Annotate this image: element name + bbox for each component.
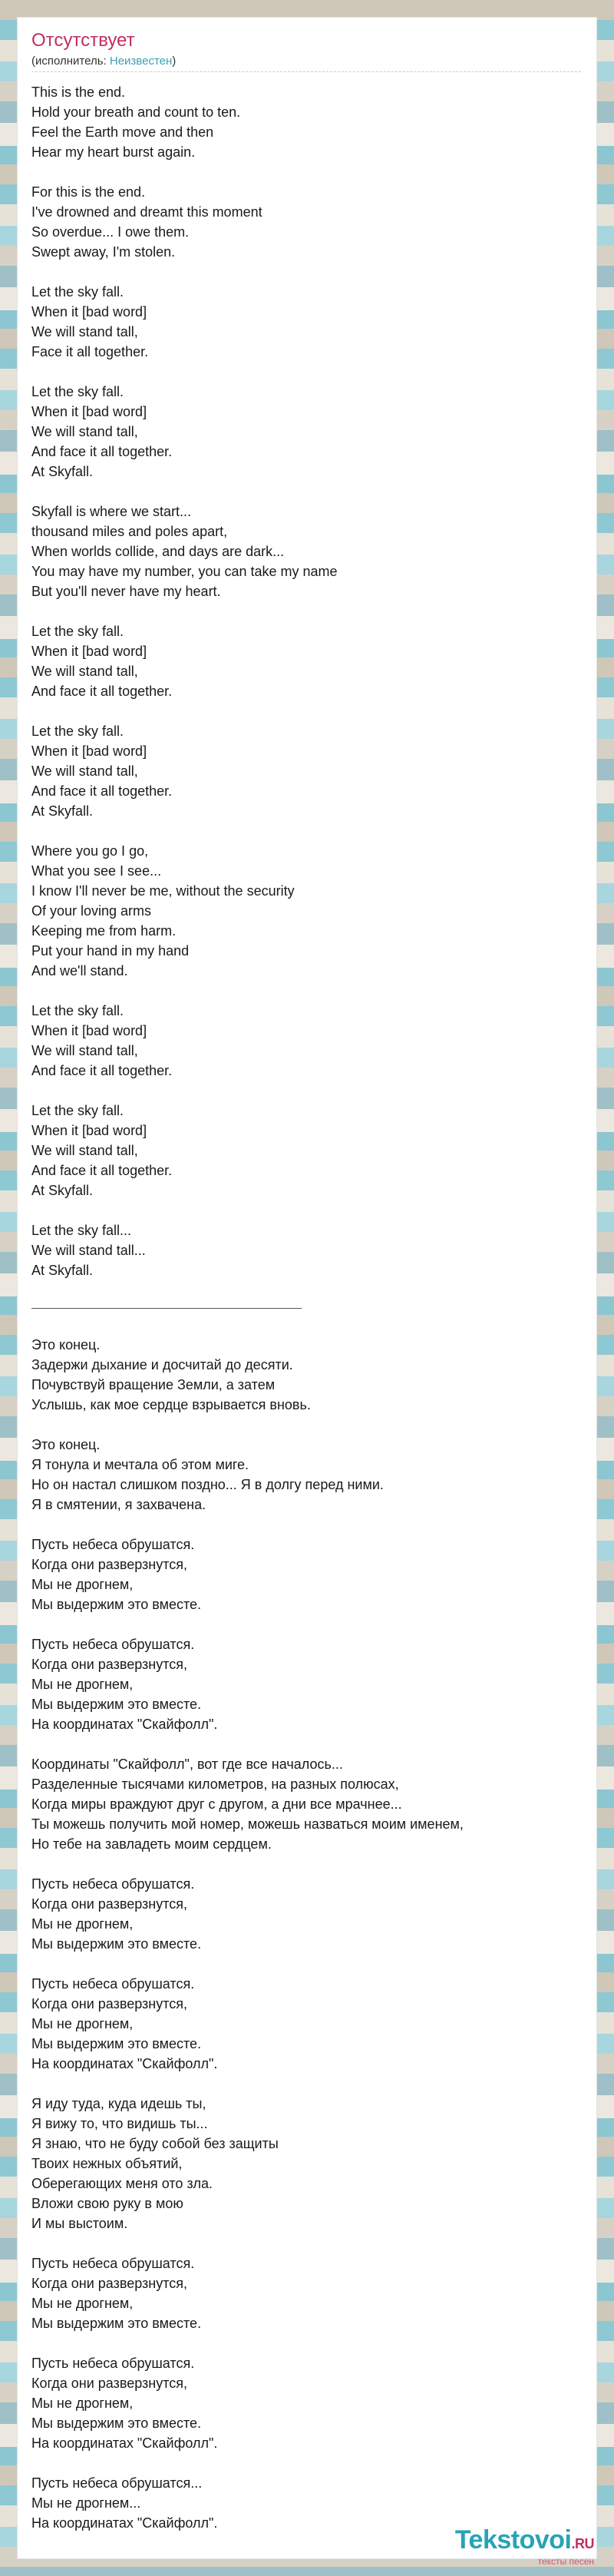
lyric-line: We will stand tall... — [31, 1243, 146, 1258]
stanza — [31, 2253, 584, 2333]
lyrics-text — [31, 82, 584, 2553]
site-logo[interactable] — [455, 2526, 594, 2567]
lyric-line: We will stand tall, — [31, 324, 138, 339]
lyric-line: Мы не дрогнем, — [31, 1677, 134, 1692]
lyric-line: We will stand tall, — [31, 424, 138, 439]
lyric-line: Когда они разверзнутся, — [31, 1896, 188, 1912]
lyric-line: Let the sky fall. — [31, 284, 124, 300]
lyric-line: thousand miles and poles apart, — [31, 524, 228, 539]
lyric-line: Мы выдержим это вместе. — [31, 2415, 202, 2431]
lyric-line: Пусть небеса обрушатся. — [31, 1876, 195, 1892]
lyric-line: You may have my number, you can take my name — [31, 564, 338, 579]
lyric-line: На координатах "Скайфолл". — [31, 2515, 218, 2531]
lyric-line: We will stand tall, — [31, 1143, 138, 1158]
lyric-line: Мы не дрогнем, — [31, 1916, 134, 1932]
stanza — [31, 1874, 584, 1954]
lyrics-original — [31, 82, 584, 1280]
lyric-line: Пусть небеса обрушатся. — [31, 2356, 195, 2371]
stanza — [31, 1974, 584, 2074]
lyric-line: Пусть небеса обрушатся... — [31, 2475, 203, 2491]
lyric-line: Когда они разверзнутся, — [31, 2376, 188, 2391]
stanza — [31, 1754, 584, 1854]
lyric-line: Координаты "Скайфолл", вот где все началось... — [31, 1757, 343, 1772]
lyric-line: Ты можешь получить мой номер, можешь назваться моим именем, — [31, 1816, 464, 1832]
lyric-line: Where you go I go, — [31, 843, 149, 859]
stanza — [31, 2353, 584, 2453]
lyric-line: At Skyfall. — [31, 803, 94, 819]
lyric-line: So overdue... I owe them. — [31, 224, 190, 240]
lyric-line: Когда они разверзнутся, — [31, 1996, 188, 2011]
stanza — [31, 1634, 584, 1734]
lyric-line: Keeping me from harm. — [31, 923, 177, 939]
stanza — [31, 182, 584, 262]
stanza — [31, 721, 584, 821]
lyric-line: Но тебе на завладеть моим сердцем. — [31, 1836, 272, 1852]
lyric-line: Мы выдержим это вместе. — [31, 2036, 202, 2051]
stanza — [31, 1220, 584, 1280]
lyric-line: We will stand tall, — [31, 1043, 138, 1058]
lyric-line: Hold your breath and count to ten. — [31, 104, 241, 120]
lyric-line: We will stand tall, — [31, 763, 138, 779]
lyric-line: Я иду туда, куда идешь ты, — [31, 2096, 206, 2111]
stanza — [31, 1335, 584, 1415]
stanza — [31, 1435, 584, 1515]
stanza — [31, 841, 584, 981]
lyric-line: Feel the Earth move and then — [31, 124, 214, 140]
stanza — [31, 502, 584, 601]
lyric-line: Когда они разверзнутся, — [31, 2276, 188, 2291]
artist-line — [31, 55, 176, 68]
lyric-line: Разделенные тысячами километров, на разных полюсах, — [31, 1776, 399, 1792]
lyric-line: Но он настал слишком поздно... Я в долгу перед ними. — [31, 1477, 384, 1492]
lyric-line: And face it all together. — [31, 684, 173, 699]
lyric-line: Когда миры враждуют друг с другом, а дни все мрачнее... — [31, 1796, 402, 1812]
lyric-line: At Skyfall. — [31, 1183, 94, 1198]
lyrics-translation — [31, 1335, 584, 2533]
lyric-line: Я вижу то, что видишь ты... — [31, 2116, 208, 2131]
lyric-line: Задержи дыхание и досчитай до десяти. — [31, 1357, 293, 1372]
lyric-line: For this is the end. — [31, 184, 146, 200]
lyric-line: When it [bad word] — [31, 644, 147, 659]
lyric-line: Когда они разверзнутся, — [31, 1657, 188, 1672]
lyric-line: Услышь, как мое сердце взрывается вновь. — [31, 1397, 311, 1412]
lyric-line: Мы не дрогнем, — [31, 1577, 134, 1592]
lyric-line: Почувствуй вращение Земли, а затем — [31, 1377, 276, 1392]
logo-tagline: тексты песен — [537, 2556, 594, 2567]
logo-tld: .RU — [571, 2536, 594, 2551]
lyric-line: Let the sky fall. — [31, 1003, 124, 1018]
stanza — [31, 1001, 584, 1081]
lyric-line: Мы не дрогнем, — [31, 2016, 134, 2031]
lyric-line: Твоих нежных объятий, — [31, 2156, 183, 2171]
lyric-line: Пусть небеса обрушатся. — [31, 1637, 195, 1652]
lyric-line: Мы не дрогнем, — [31, 2396, 134, 2411]
lyric-line: This is the end. — [31, 84, 126, 100]
stanza — [31, 82, 584, 162]
lyric-line: Мы выдержим это вместе. — [31, 1697, 202, 1712]
stanza — [31, 621, 584, 701]
lyric-line: Я в смятении, я захвачена. — [31, 1497, 206, 1512]
stanza — [31, 2473, 584, 2533]
lyric-line: And face it all together. — [31, 1163, 173, 1178]
lyric-line: I know I'll never be me, without the security — [31, 883, 295, 899]
lyric-line: Я тонула и мечтала об этом миге. — [31, 1457, 249, 1472]
lyric-line: When it [bad word] — [31, 1123, 147, 1138]
lyrics-card — [17, 17, 597, 2559]
lyric-line: When it [bad word] — [31, 304, 147, 320]
lyric-line: Мы не дрогнем... — [31, 2495, 141, 2511]
lyric-line: Let the sky fall. — [31, 624, 124, 639]
logo-wordmark — [455, 2526, 594, 2558]
lyric-line: Мы выдержим это вместе. — [31, 1597, 202, 1612]
stanza — [31, 1535, 584, 1614]
lyric-line: Это конец. — [31, 1437, 101, 1452]
lyric-line: На координатах "Скайфолл". — [31, 1717, 218, 1732]
stanza — [31, 382, 584, 482]
lyric-line: When it [bad word] — [31, 743, 147, 759]
lyric-line: When worlds collide, and days are dark... — [31, 544, 285, 559]
lyric-line: But you'll never have my heart. — [31, 584, 221, 599]
lyric-line: At Skyfall. — [31, 464, 94, 479]
lyric-line: We will stand tall, — [31, 664, 138, 679]
lyric-line: Мы выдержим это вместе. — [31, 1936, 202, 1952]
lyric-line: Let the sky fall... — [31, 1223, 132, 1238]
lyric-line: When it [bad word] — [31, 1023, 147, 1038]
lyric-line: На координатах "Скайфолл". — [31, 2056, 218, 2071]
lyric-line: Swept away, I'm stolen. — [31, 244, 176, 260]
lyric-line: Put your hand in my hand — [31, 943, 190, 959]
lyric-line: Я знаю, что не буду собой без защиты — [31, 2136, 279, 2151]
lyric-line: And face it all together. — [31, 444, 173, 459]
lyric-line: Это конец. — [31, 1337, 101, 1353]
stanza — [31, 1101, 584, 1200]
lyric-line: And face it all together. — [31, 783, 173, 799]
artist-link[interactable]: Неизвестен — [109, 55, 173, 68]
song-title: Отсутствует — [31, 30, 135, 51]
lyric-line: И мы выстоим. — [31, 2216, 128, 2231]
lyric-line: Skyfall is where we start... — [31, 504, 192, 519]
lyric-line: Пусть небеса обрушатся. — [31, 1537, 195, 1552]
lyric-line: Of your loving arms — [31, 903, 152, 919]
lyric-line: Мы не дрогнем, — [31, 2296, 134, 2311]
lyric-line: What you see I see... — [31, 863, 162, 879]
stanza — [31, 2094, 584, 2233]
lyric-line: Let the sky fall. — [31, 384, 124, 399]
lyric-line: Пусть небеса обрушатся. — [31, 2256, 195, 2271]
artist-suffix: ) — [172, 55, 177, 68]
lyric-line: And face it all together. — [31, 1063, 173, 1078]
stanza — [31, 282, 584, 362]
logo-name: Tekstovoi — [454, 2525, 572, 2554]
lyric-line: Когда они разверзнутся, — [31, 1557, 188, 1572]
lyric-line: Вложи свою руку в мою — [31, 2196, 183, 2211]
lyric-line: When it [bad word] — [31, 404, 147, 419]
lyric-line: Hear my heart burst again. — [31, 144, 196, 160]
header-divider — [31, 71, 581, 72]
lyric-line: At Skyfall. — [31, 1263, 94, 1278]
lyric-line: Let the sky fall. — [31, 723, 124, 739]
translation-separator — [31, 1308, 302, 1309]
lyric-line: Пусть небеса обрушатся. — [31, 1976, 195, 1992]
lyric-line: На координатах "Скайфолл". — [31, 2435, 218, 2451]
lyric-line: Оберегающих меня ото зла. — [31, 2176, 213, 2191]
lyric-line: And we'll stand. — [31, 963, 128, 978]
lyric-line: Face it all together. — [31, 344, 149, 359]
lyric-line: Let the sky fall. — [31, 1103, 124, 1118]
artist-prefix: (исполнитель: — [31, 55, 110, 68]
lyric-line: Мы выдержим это вместе. — [31, 2316, 202, 2331]
lyric-line: I've drowned and dreamt this moment — [31, 204, 262, 220]
